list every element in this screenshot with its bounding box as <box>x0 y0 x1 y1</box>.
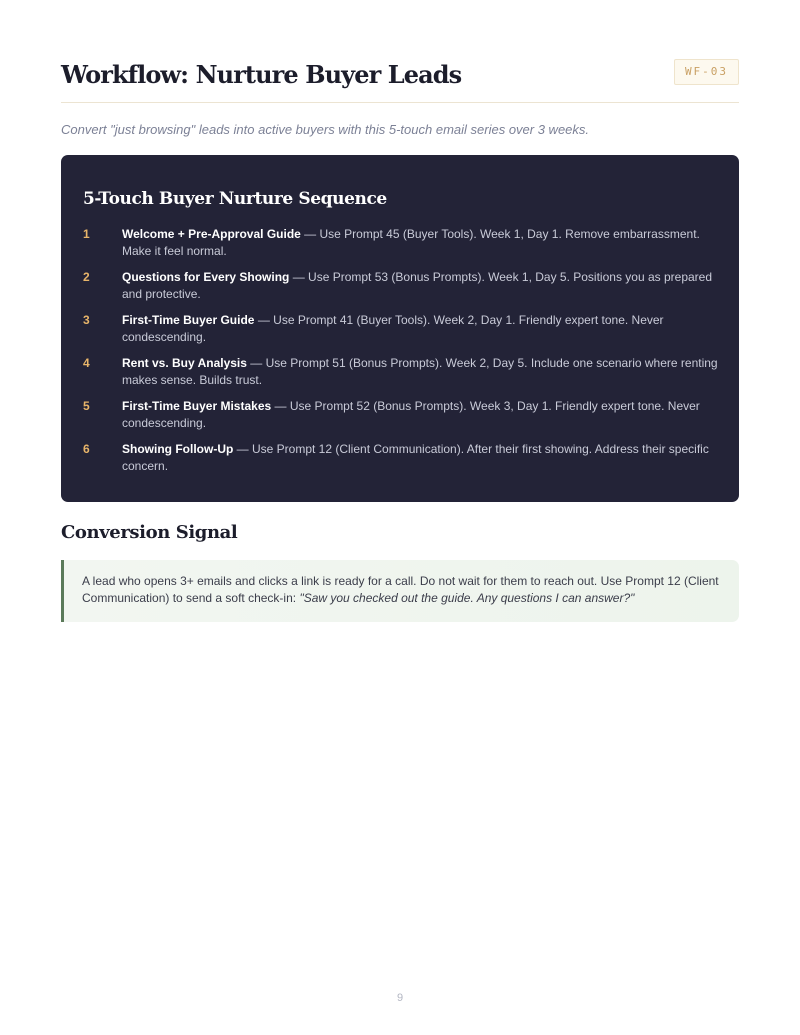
sequence-card <box>61 155 739 502</box>
page-header <box>61 58 739 103</box>
sequence-item-name: Questions for Every Showing <box>122 270 290 284</box>
sequence-item-name: Welcome + Pre-Approval Guide <box>122 227 301 241</box>
sequence-item-description: — Use Prompt 53 (Bonus Prompts). Week 1, Day 5. Positions you as prepared and protective. <box>122 270 713 301</box>
sequence-item-number: 2 <box>83 270 90 284</box>
sequence-item-text <box>122 355 722 389</box>
sequence-item-name: Showing Follow-Up <box>122 442 234 456</box>
sequence-title: 5-Touch Buyer Nurture Sequence <box>83 189 387 209</box>
conversion-signal-body: A lead who opens 3+ emails and clicks a link is ready for a call. Do not wait for them to reach out. Use Prompt 12 (Client Communication) to send a soft check-in: <box>82 574 719 605</box>
page-subtitle: Convert "just browsing" leads into active buyers with this 5-touch email series over 3 weeks. <box>61 122 590 137</box>
page-title: Workflow: Nurture Buyer Leads <box>61 60 462 89</box>
sequence-item-text <box>122 226 722 260</box>
sequence-item-text <box>122 312 722 346</box>
sequence-item-description: — Use Prompt 41 (Buyer Tools). Week 2, Day 1. Friendly expert tone. Never condescending. <box>122 313 664 344</box>
sequence-item-number: 6 <box>83 442 90 456</box>
sequence-item-description: — Use Prompt 12 (Client Communication). After their first showing. Address their specific concern. <box>122 442 709 473</box>
page-number: 9 <box>396 992 404 1004</box>
conversion-signal-callout <box>61 560 739 622</box>
sequence-item-name: First-Time Buyer Mistakes <box>122 399 272 413</box>
sequence-item-text <box>122 398 722 432</box>
sequence-item-number: 1 <box>83 227 90 241</box>
sequence-item-description: — Use Prompt 52 (Bonus Prompts). Week 3, Day 1. Friendly expert tone. Never condescending. <box>122 399 700 430</box>
sequence-item-number: 4 <box>83 356 90 370</box>
sequence-item-name: Rent vs. Buy Analysis <box>122 356 247 370</box>
conversion-signal-quote: "Saw you checked out the guide. Any questions I can answer?" <box>299 591 635 605</box>
sequence-item-number: 5 <box>83 399 90 413</box>
sequence-item-text <box>122 269 722 303</box>
sequence-item-name: First-Time Buyer Guide <box>122 313 255 327</box>
sequence-item-description: — Use Prompt 45 (Buyer Tools). Week 1, Day 1. Remove embarrassment. Make it feel normal. <box>122 227 700 258</box>
sequence-item-description: — Use Prompt 51 (Bonus Prompts). Week 2, Day 5. Include one scenario where renting makes sense. Builds trust. <box>122 356 718 387</box>
conversion-signal-title: Conversion Signal <box>61 522 238 543</box>
sequence-item-number: 3 <box>83 313 90 327</box>
conversion-signal-text <box>82 573 727 607</box>
sequence-item-text <box>122 441 722 475</box>
workflow-code-badge: WF-03 <box>674 59 739 85</box>
